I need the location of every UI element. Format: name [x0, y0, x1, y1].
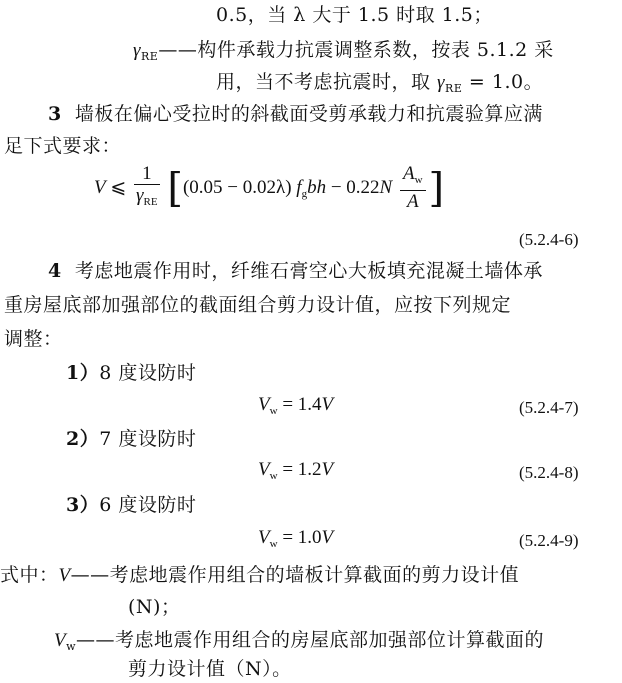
gamma-subscript: RE [445, 82, 463, 95]
formula-5-2-4-7 [258, 394, 333, 417]
item-4-line-2: 重房屋底部加强部位的截面组合剪力设计值，应按下列规定 [4, 294, 512, 316]
vw-symbol: V [54, 630, 67, 651]
equation-number-9: (5.2.4-9) [519, 531, 579, 550]
formula-f-subscript: g [301, 187, 308, 200]
text-segment: 用，当不考虑抗震时，取 [216, 71, 438, 93]
fraction-denominator [134, 185, 160, 213]
fraction-numerator: 1 [134, 164, 160, 185]
item-3-line-2: 足下式要求： [4, 135, 122, 157]
sub-item-number: 2） [66, 428, 100, 450]
formula-5-2-4-9 [258, 527, 333, 550]
formula-bh: bh [307, 176, 327, 198]
formula-v: V [321, 527, 334, 548]
bracket-open: [ [167, 165, 183, 212]
gamma-symbol: γ [133, 40, 141, 61]
formula-lhs: V [258, 459, 270, 480]
sub-item-text: 8 度设防时 [99, 362, 197, 384]
where-v-definition [0, 562, 519, 589]
formula-minus-term: − 0.22 [326, 176, 380, 198]
gamma-subscript: RE [143, 196, 158, 208]
equation-number-6: (5.2.4-6) [519, 230, 579, 249]
item-number: 4 [48, 260, 62, 282]
gamma-re-definition-cont [216, 69, 543, 102]
sub-item-number: 1） [66, 362, 100, 384]
item-number: 3 [48, 103, 62, 125]
sub-item-text: 7 度设防时 [99, 428, 197, 450]
where-v-definition-cont: (N)； [128, 596, 181, 618]
sub-item-text: 6 度设防时 [99, 494, 197, 516]
formula-lhs: V [94, 176, 106, 198]
gamma-symbol: γ [437, 72, 446, 93]
sub-item-2 [66, 426, 196, 452]
where-vw-definition-cont: 剪力设计值（N）。 [128, 658, 292, 680]
item-4-line-1 [48, 258, 543, 284]
equation-number-7: (5.2.4-7) [519, 398, 579, 417]
text-segment: = 1.0。 [462, 71, 544, 93]
v-symbol: V [58, 565, 71, 586]
gamma-symbol: γ [136, 185, 144, 206]
fraction-numerator [400, 164, 426, 191]
gamma-re-text: ——构件承载力抗震调整系数，按表 5.1.2 采 [158, 39, 554, 61]
item-text: 考虑地震作用时，纤维石膏空心大板填充混凝土墙体承 [74, 260, 543, 282]
formula-v: V [321, 394, 334, 415]
item-4-line-3: 调整： [4, 328, 63, 350]
sub-item-number: 3） [66, 494, 100, 516]
where-label: 式中： [0, 564, 59, 586]
formula-rhs: = 1.4 [277, 394, 322, 415]
v-definition-text: ——考虑地震作用组合的墙板计算截面的剪力设计值 [70, 564, 520, 586]
formula-rhs: = 1.2 [277, 459, 322, 480]
aw-subscript: w [414, 174, 423, 186]
formula-term-1: (0.05 − 0.02λ) [182, 176, 292, 198]
formula-lhs-subscript: w [269, 405, 278, 417]
formula-lhs-subscript: w [269, 470, 278, 482]
formula-lhs: V [258, 394, 270, 415]
vw-subscript: w [66, 640, 77, 653]
item-text: 墙板在偏心受拉时的斜截面受剪承载力和抗震验算应满 [74, 103, 543, 125]
gamma-subscript: RE [141, 50, 159, 63]
formula-N: N [379, 176, 393, 198]
bracket-close: ] [428, 165, 445, 212]
formula-v: V [321, 459, 334, 480]
equation-number-8: (5.2.4-8) [519, 463, 579, 482]
formula-relation: ⩽ [110, 176, 127, 198]
fraction-one-over-gamma [134, 164, 160, 213]
fraction-aw-over-a [400, 164, 426, 213]
formula-f: f [296, 176, 302, 198]
vw-definition-text: ——考虑地震作用组合的房屋底部加强部位计算截面的 [76, 629, 545, 651]
formula-5-2-4-8 [258, 459, 333, 482]
sub-item-3 [66, 492, 196, 518]
formula-5-2-4-6 [94, 164, 444, 213]
fraction-denominator: A [406, 191, 419, 212]
formula-lhs-subscript: w [269, 538, 278, 550]
sub-item-1 [66, 360, 196, 386]
formula-lhs: V [258, 527, 270, 548]
formula-rhs: = 1.0 [277, 527, 322, 548]
item-3-line-1 [48, 101, 543, 127]
text-line-lambda-limit: 0.5，当 λ 大于 1.5 时取 1.5； [216, 4, 493, 26]
gamma-re-definition [133, 37, 554, 70]
aw-symbol: A [402, 163, 415, 184]
